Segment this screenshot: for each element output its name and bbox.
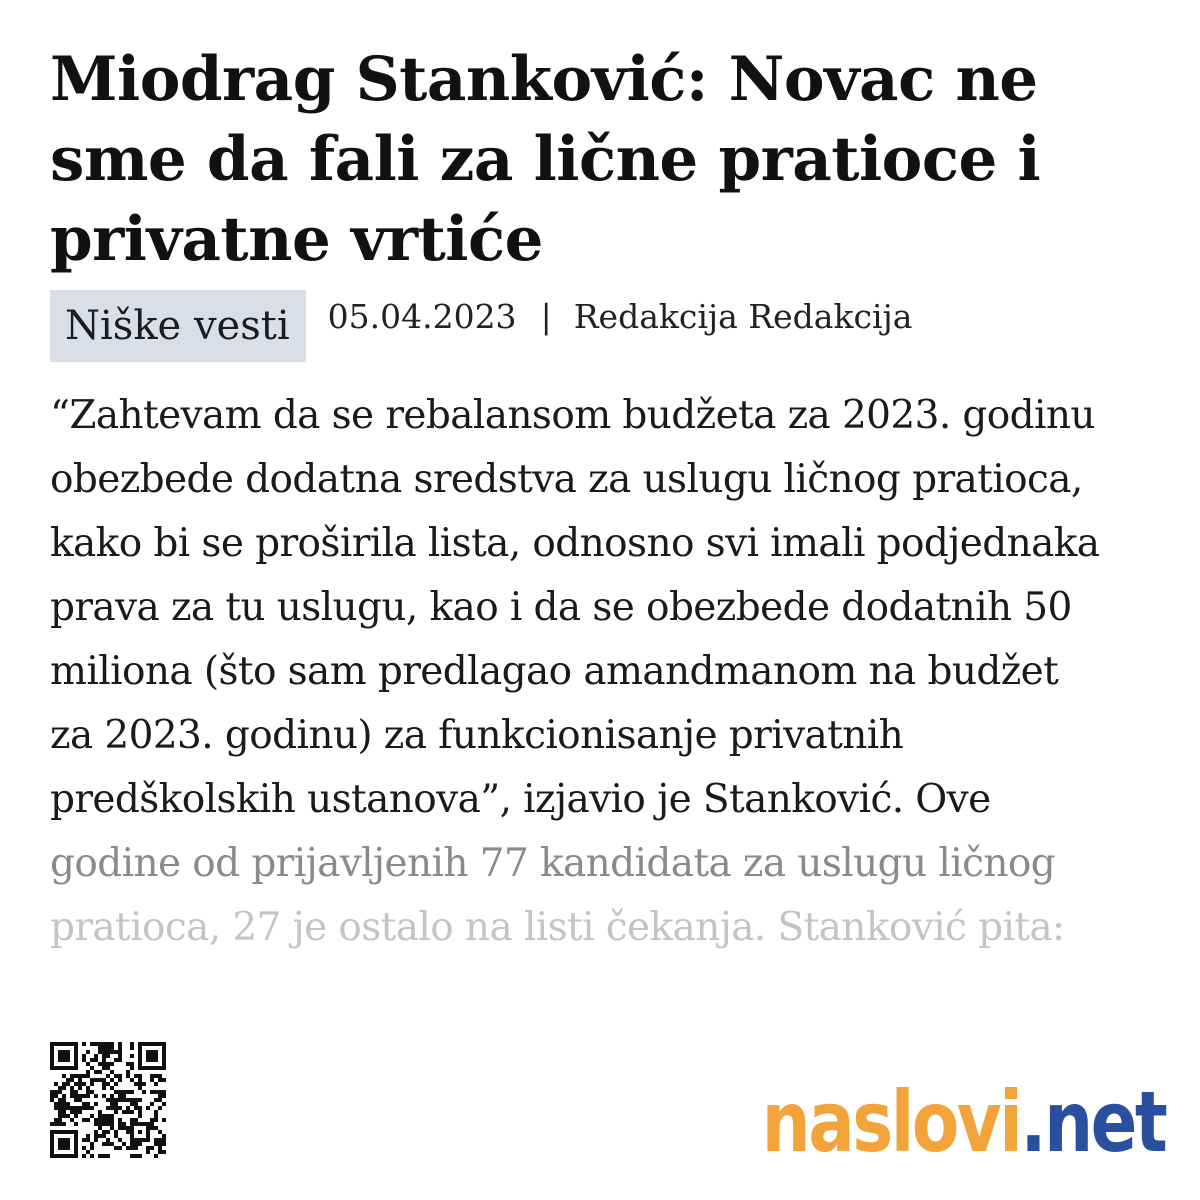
title-line: Miodrag Stanković: Novac ne — [50, 44, 1038, 115]
body-line: kako bi se proširila lista, odnosno svi imali podjednaka — [50, 521, 1100, 566]
publish-date: 05.04.2023 — [327, 297, 517, 336]
body-line: za 2023. godinu) za funkcionisanje privatnih — [50, 713, 904, 758]
logo-text-net: net — [1043, 1073, 1165, 1171]
body-line: prava za tu uslugu, kao i da se obezbede dodatnih 50 — [50, 585, 1072, 630]
article-body — [50, 384, 1160, 960]
meta-separator: | — [540, 297, 552, 336]
body-line: obezbede dodatna sredstva za uslugu ličnog pratioca, — [50, 457, 1083, 502]
article-meta — [50, 290, 912, 362]
body-line: “Zahtevam da se rebalansom budžeta za 2023. godinu — [50, 393, 1095, 438]
article-title — [50, 40, 1160, 280]
title-line: privatne vrtiće — [50, 204, 543, 275]
title-line: sme da fali za lične pratioce i — [50, 124, 1041, 195]
body-line-faded: godine od prijavljenih 77 kandidata za uslugu ličnog — [50, 841, 1056, 886]
author-name: Redakcija Redakcija — [573, 297, 913, 336]
qr-code-icon[interactable] — [50, 1039, 166, 1161]
body-line: miliona (što sam predlagao amandmanom na budžet — [50, 649, 1059, 694]
body-line-faded: pratioca, 27 je ostalo na listi čekanja. Stanković pita: — [50, 905, 1065, 950]
naslovi-net-logo[interactable] — [761, 1060, 1165, 1170]
logo-dot: . — [1019, 1073, 1044, 1171]
source-badge[interactable]: Niške vesti — [50, 290, 306, 362]
logo-text-naslovi: naslovi — [761, 1073, 1020, 1171]
body-line: predškolskih ustanova”, izjavio je Stanković. Ove — [50, 777, 991, 822]
